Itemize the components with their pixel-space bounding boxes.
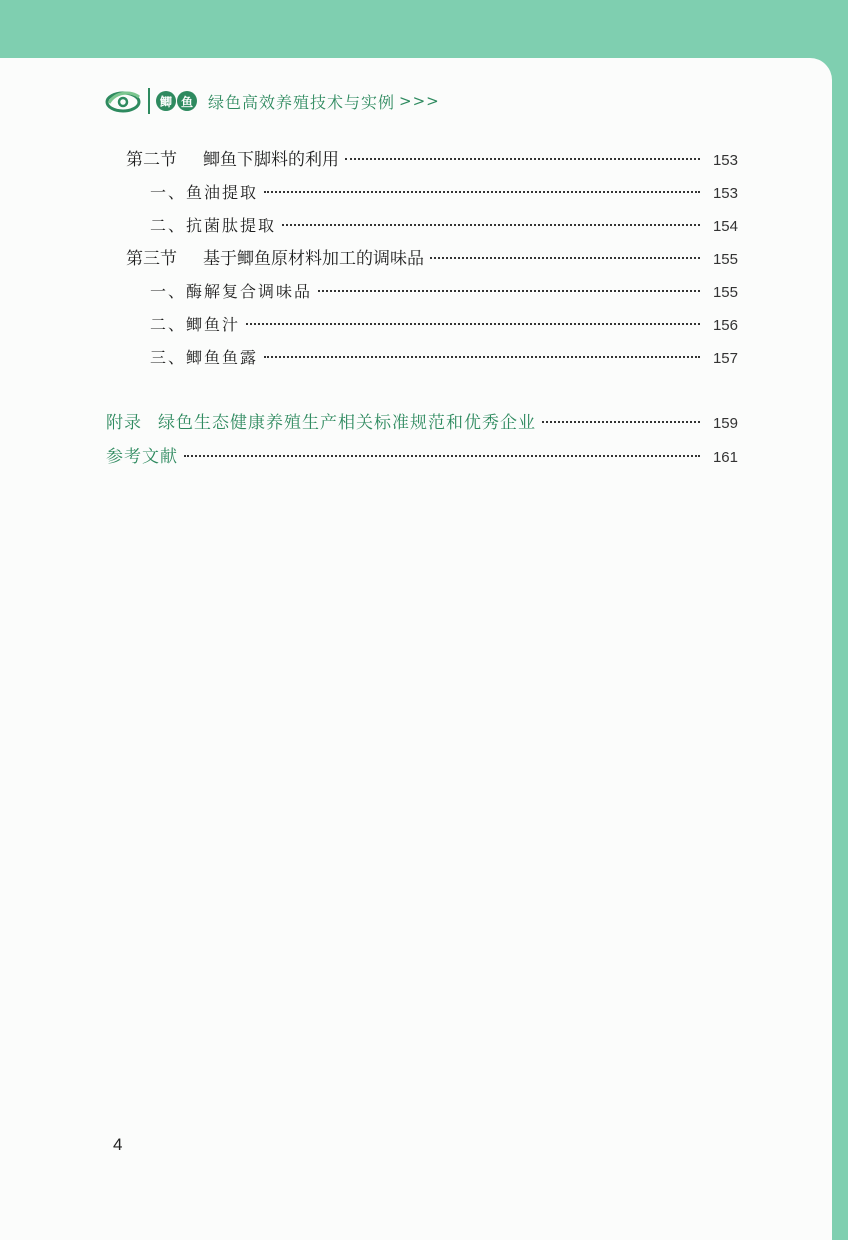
leader-dots xyxy=(246,321,700,325)
page-number-footer: 4 xyxy=(113,1135,123,1154)
page-number: 159 xyxy=(712,415,738,432)
toc-entry-references[interactable] xyxy=(106,443,738,471)
page-number: 155 xyxy=(712,251,738,268)
badge-ji: 鲫 xyxy=(156,91,176,111)
references-title: 参考文献 xyxy=(106,447,178,467)
subsection-title: 二、鲫鱼汁 xyxy=(150,315,241,334)
leader-dots xyxy=(318,288,700,292)
toc-entry-fish-oil[interactable] xyxy=(150,179,738,207)
page-number: 161 xyxy=(712,449,738,466)
leader-dots xyxy=(264,354,700,358)
subsection-title: 一、酶解复合调味品 xyxy=(150,282,313,301)
header-arrows: >>> xyxy=(399,92,440,110)
header-divider xyxy=(148,88,150,114)
badge-yu: 鱼 xyxy=(177,91,197,111)
page-number: 153 xyxy=(712,152,738,169)
subsection-title: 一、鱼油提取 xyxy=(150,183,259,202)
leader-dots xyxy=(542,419,700,423)
section-title: 鲫鱼下脚料的利用 xyxy=(203,150,339,170)
subsection-title: 三、鲫鱼鱼露 xyxy=(150,348,259,367)
toc-entry-antimicrobial-peptide[interactable] xyxy=(150,212,738,240)
book-title: 绿色高效养殖技术与实例 xyxy=(208,92,396,112)
page-number: 157 xyxy=(712,350,738,367)
leader-dots xyxy=(430,255,700,259)
subsection-title: 二、抗菌肽提取 xyxy=(150,216,277,235)
toc-entry-enzymatic-seasoning[interactable] xyxy=(150,278,738,306)
toc-entry-section-3[interactable] xyxy=(126,245,738,273)
toc-entry-fish-sauce[interactable] xyxy=(150,344,738,372)
page-number: 155 xyxy=(712,284,738,301)
section-title: 基于鲫鱼原材料加工的调味品 xyxy=(203,249,424,269)
leader-dots xyxy=(345,156,700,160)
toc-entry-crucian-juice[interactable] xyxy=(150,311,738,339)
leader-dots xyxy=(264,189,700,193)
appendix-label: 附录 xyxy=(106,413,142,433)
running-header xyxy=(104,84,440,118)
page-number: 153 xyxy=(712,185,738,202)
toc-entry-section-2[interactable] xyxy=(126,146,738,174)
toc-entry-appendix[interactable] xyxy=(106,409,738,437)
leader-dots xyxy=(282,222,700,226)
page-number: 154 xyxy=(712,218,738,235)
section-number: 第二节 xyxy=(126,150,177,170)
page-number: 156 xyxy=(712,317,738,334)
leader-dots xyxy=(184,453,700,457)
section-number: 第三节 xyxy=(126,249,177,269)
series-logo-icon xyxy=(104,87,142,115)
appendix-title: 绿色生态健康养殖生产相关标准规范和优秀企业 xyxy=(158,413,536,433)
